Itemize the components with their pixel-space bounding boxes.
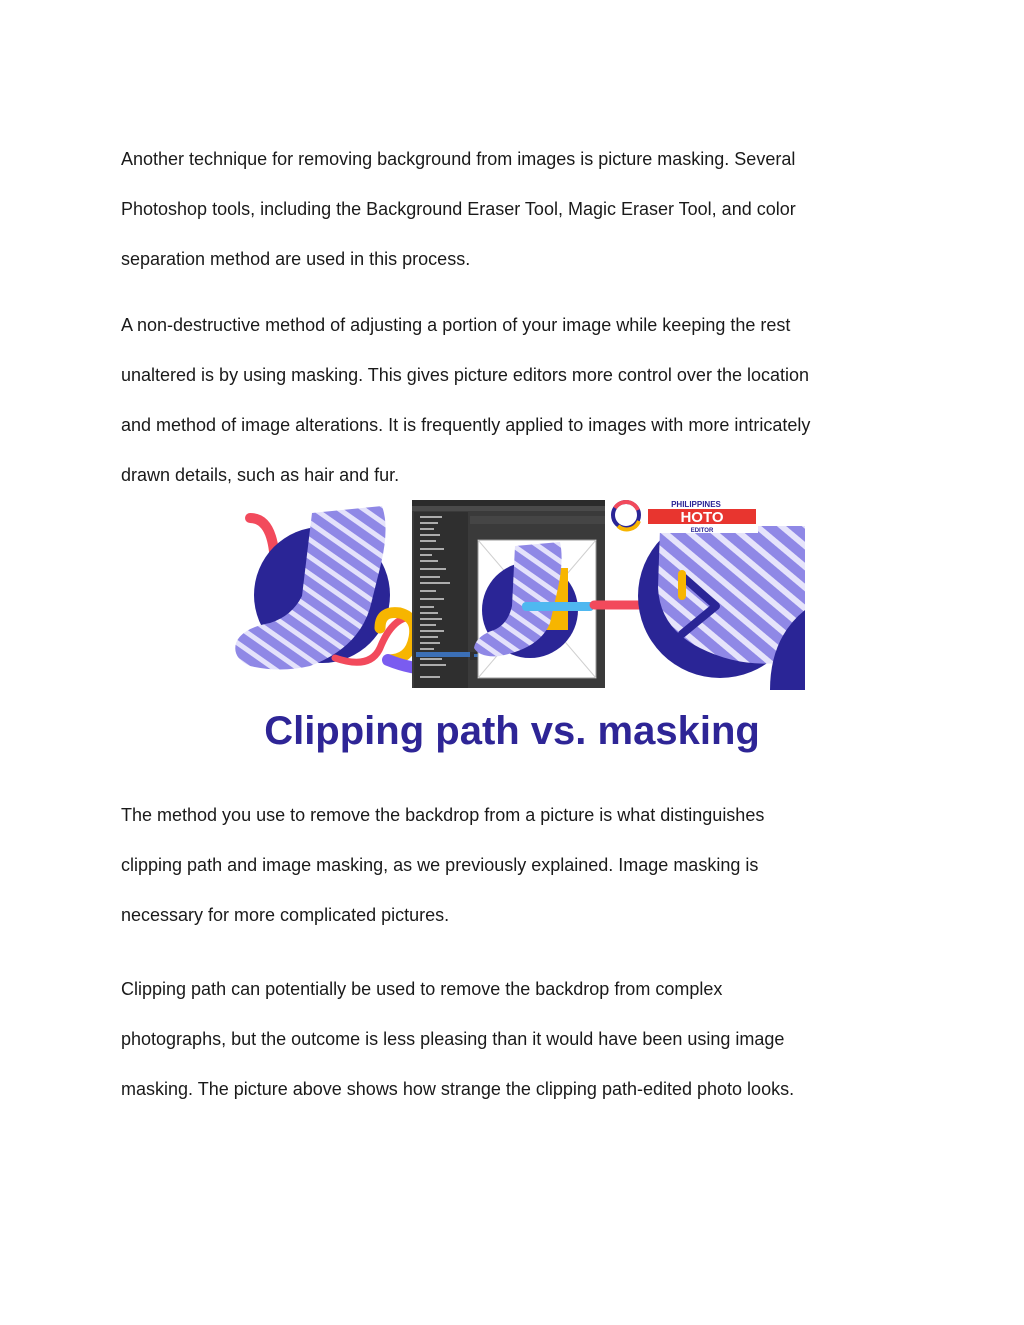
paragraph-line: separation method are used in this process. bbox=[121, 249, 471, 269]
paragraph-line: Clipping path can potentially be used to remove the backdrop from complex bbox=[121, 979, 723, 999]
paragraph-line: masking. The picture above shows how strange the clipping path-edited photo looks. bbox=[121, 1079, 795, 1099]
section-heading: Clipping path vs. masking bbox=[264, 709, 760, 753]
paragraph-line: clipping path and image masking, as we previously explained. Image masking is bbox=[121, 855, 759, 875]
paragraph-line: A non-destructive method of adjusting a portion of your image while keeping the rest bbox=[121, 315, 791, 335]
logo-main-text: HOTO bbox=[680, 509, 724, 526]
paragraph-line: unaltered is by using masking. This gives picture editors more control over the location bbox=[121, 365, 810, 385]
logo-bottom-text: EDITOR bbox=[690, 528, 714, 534]
paragraph-line: and method of image alterations. It is frequently applied to images with more intricately bbox=[121, 415, 811, 435]
paragraph-line: Another technique for removing background from images is picture masking. Several bbox=[121, 149, 796, 169]
logo-top-text: PHILIPPINES bbox=[671, 500, 721, 509]
paragraph-line: photographs, but the outcome is less pleasing than it would have been using image bbox=[121, 1029, 785, 1049]
paragraph-line: necessary for more complicated pictures. bbox=[121, 905, 450, 925]
paragraph-line: drawn details, such as hair and fur. bbox=[121, 465, 400, 485]
panel-editor-screenshot bbox=[412, 500, 605, 688]
paragraph-line: Photoshop tools, including the Background Eraser Tool, Magic Eraser Tool, and color bbox=[121, 199, 796, 219]
paragraph-line: The method you use to remove the backdrop from a picture is what distinguishes bbox=[121, 805, 765, 825]
panel-masked-result bbox=[610, 499, 805, 690]
clipping-vs-masking-illustration bbox=[230, 498, 805, 690]
philippines-photo-editor-logo bbox=[610, 499, 758, 534]
